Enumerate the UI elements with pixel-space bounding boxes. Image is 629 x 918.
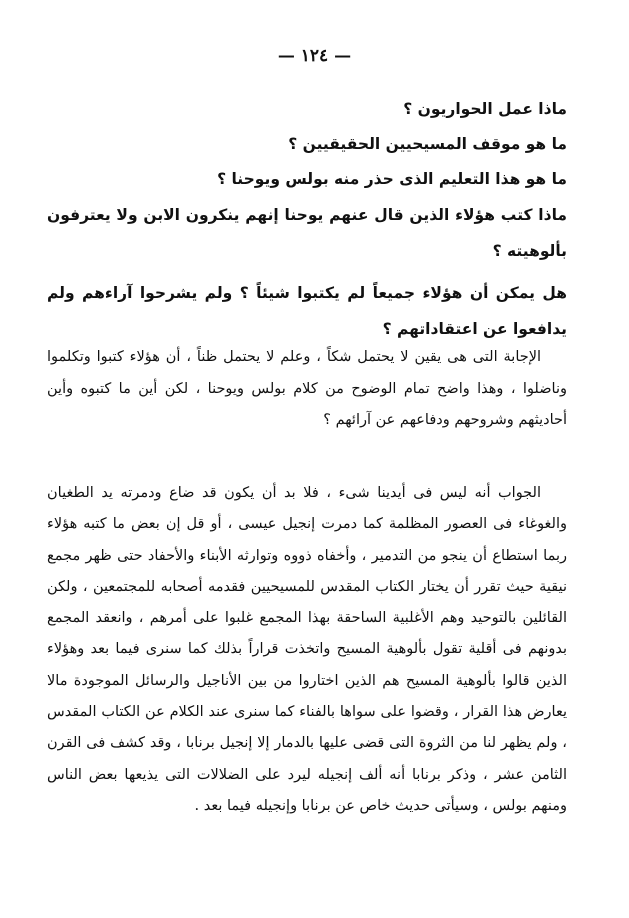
question-item: ما هو هذا التعليم الذى حذر منه بولس ويوحنا ؟ [217,170,567,188]
body-text: الجواب أنه ليس فى أيدينا شىء ، فلا بد أن يكون قد ضاع ودمرته يد الطغيان والغوغاء فى العصور المظلمة كما دمرت إنجيل عيسى ، أو قل إن بعض ما كتبه هؤلاء ربما استطاع أن ينجو من التدمير ، وأخفاه ذووه وتوارثه الأبناء والأحفاد حتى ظهر مجمع نيقية حيث تقرر أن يختار الكتاب المقدس للمسيحيين فقدمه أصحابه للمجتمعين ، ولكن القائلين بالتوحيد وهم الأغلبية الساحقة بهذا المجمع غلبوا على أمرهم ، وانعقد المجمع بدونهم فى أقلية تقول بألوهية المسيح واتخذت قراراً بذلك كما سنرى فيما بعد وهؤلاء الذين قالوا بألوهية المسيح هم الذين اختاروا من بين الأناجيل والرسائل الموجودة مالا يعارض هذا القرار ، وقضوا على سواها بالفناء كما سنرى عند الكلام عن الكتاب المقدس ، ولم يظهر لنا من الثروة التى قضى عليها بالدمار إلا إنجيل برنابا ، وقد كشف فى القرن الثامن عشر ، وذكر برنابا أنه ألف إنجيله ليرد على الضلالات التى يذيعها بعض الناس ومنهم بولس ، وسيأتى حديث خاص عن برنابا وإنجيله فيما بعد . [47,485,567,814]
answer-paragraph [47,342,567,437]
question-list [47,92,567,347]
page-number: — ١٢٤ — [277,46,352,66]
body-paragraph [47,478,567,822]
question-item: ما هو موقف المسيحيين الحقيقيين ؟ [288,135,567,153]
question-item: ماذا كتب هؤلاء الذين قال عنهم يوحنا إنهم ينكرون الابن ولا يعترفون بألوهيته ؟ [47,206,567,260]
question-item: هل يمكن أن هؤلاء جميعاً لم يكتبوا شيئاً ؟ ولم يشرحوا آراءهم ولم يدافعوا عن اعتقاداتهم ؟ [47,284,567,338]
answer-text: الإجابة التى هى يقين لا يحتمل شكاً ، وعلم لا يحتمل ظناً ، أن هؤلاء كتبوا وتكلموا وناضلوا ، وهذا واضح تمام الوضوح من كلام بولس ويوحنا ، لكن أين ما كتبوه وأين أحاديثهم وشروحهم ودفاعهم عن آرائهم ؟ [47,349,567,428]
question-item: ماذا عمل الحواريون ؟ [403,100,567,118]
